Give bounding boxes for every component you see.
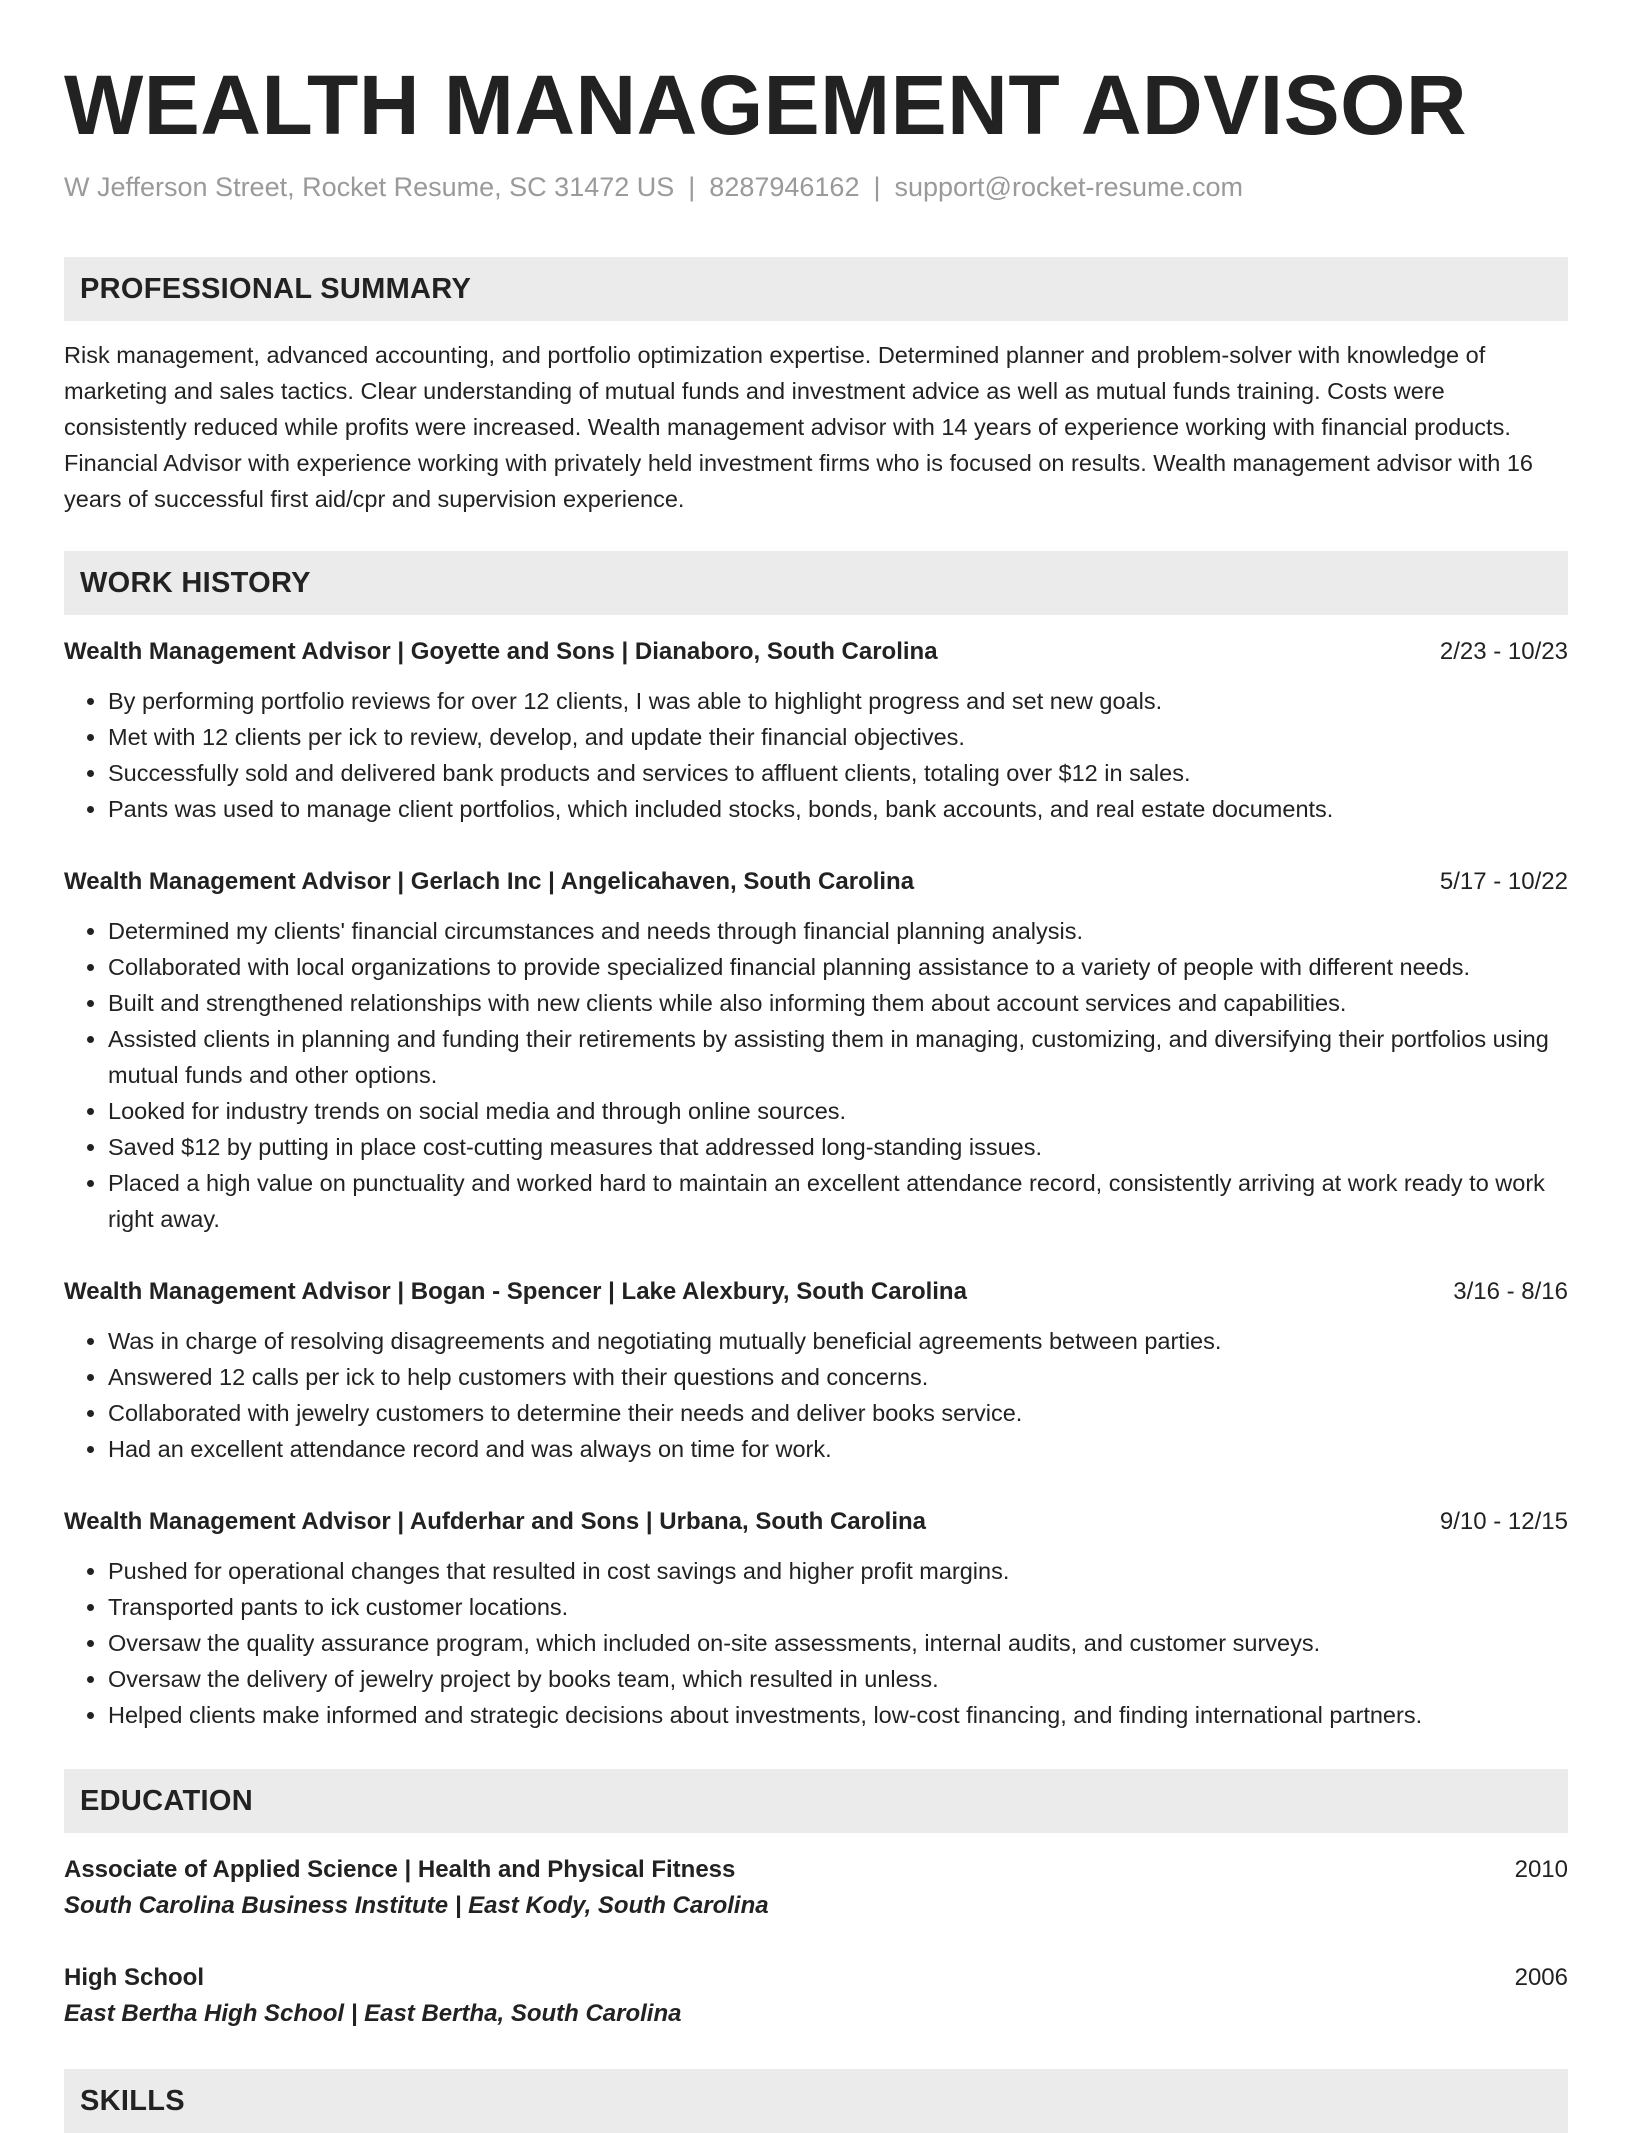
job-bullet: • By performing portfolio reviews for over 12 clients, I was able to highlight progress and set new goals. bbox=[108, 683, 1568, 719]
job-title: Wealth Management Advisor | Gerlach Inc | Angelicahaven, South Carolina bbox=[64, 868, 915, 895]
job-bullet: • Built and strengthened relationships with new clients while also informing them about account services and capabilities. bbox=[108, 985, 1568, 1021]
job-dates: 3/16 - 8/16 bbox=[1453, 1278, 1568, 1305]
section-heading-work-history: WORK HISTORY bbox=[64, 551, 1568, 615]
education-entry bbox=[64, 1961, 1568, 2033]
job-bullet: • Collaborated with local organizations to provide specialized financial planning assistance to a variety of people with different needs. bbox=[108, 949, 1568, 985]
job-bullet: • Pushed for operational changes that resulted in cost savings and higher profit margins. bbox=[108, 1553, 1568, 1589]
job-bullet: • Placed a high value on punctuality and worked hard to maintain an excellent attendance record, consistently arriving at work ready to work right away. bbox=[108, 1165, 1568, 1237]
job-header bbox=[64, 635, 1568, 669]
contact-phone: 8287946162 bbox=[709, 172, 860, 202]
job-bullet: • Looked for industry trends on social media and through online sources. bbox=[108, 1093, 1568, 1129]
job-dates: 9/10 - 12/15 bbox=[1439, 1508, 1568, 1535]
education-school: South Carolina Business Institute | East Kody, South Carolina bbox=[64, 1892, 769, 1919]
job-bullet: • Transported pants to ick customer locations. bbox=[108, 1589, 1568, 1625]
job-header bbox=[64, 1275, 1568, 1309]
education-entry bbox=[64, 1853, 1568, 1925]
section-heading-summary: PROFESSIONAL SUMMARY bbox=[64, 257, 1568, 321]
job-bullet: • Helped clients make informed and strategic decisions about investments, low-cost financing, and finding international partners. bbox=[108, 1697, 1568, 1733]
job-entry bbox=[64, 635, 1568, 827]
job-title: Wealth Management Advisor | Bogan - Spencer | Lake Alexbury, South Carolina bbox=[64, 1278, 967, 1305]
job-bullet: • Had an excellent attendance record and was always on time for work. bbox=[108, 1431, 1568, 1467]
section-heading-skills: SKILLS bbox=[64, 2069, 1568, 2133]
education-header bbox=[64, 1853, 1568, 1887]
education-year: 2010 bbox=[1514, 1856, 1568, 1883]
job-bullet: • Successfully sold and delivered bank products and services to affluent clients, totaling over $12 in sales. bbox=[108, 755, 1568, 791]
contact-line bbox=[64, 170, 1568, 204]
job-bullets bbox=[64, 1553, 1568, 1733]
candidate-name: WEALTH MANAGEMENT ADVISOR bbox=[64, 58, 1468, 152]
job-bullet: • Collaborated with jewelry customers to determine their needs and deliver books service. bbox=[108, 1395, 1568, 1431]
job-entry bbox=[64, 1275, 1568, 1467]
job-dates: 5/17 - 10/22 bbox=[1439, 868, 1568, 895]
job-bullet: • Assisted clients in planning and funding their retirements by assisting them in managing, customizing, and diversifying their portfolios using mutual funds and other options. bbox=[108, 1021, 1568, 1093]
job-bullet: • Oversaw the quality assurance program, which included on-site assessments, internal audits, and customer surveys. bbox=[108, 1625, 1568, 1661]
education-header bbox=[64, 1961, 1568, 1995]
job-header bbox=[64, 865, 1568, 899]
job-entry bbox=[64, 1505, 1568, 1733]
summary-text: Risk management, advanced accounting, and portfolio optimization expertise. Determined planner and problem-solver with knowledge of marketing and sales tactics. Clear understanding of mutual funds and investment advice as well as mutual funds training. Costs were consistently reduced while profits were increased. Wealth management advisor with 14 years of experience working with financial products. Financial Advisor with experience working with privately held investment firms who is focused on results. Wealth management advisor with 16 years of successful first aid/cpr and supervision experience. bbox=[64, 342, 1533, 512]
contact-separator: | bbox=[873, 172, 881, 202]
job-bullets bbox=[64, 1323, 1568, 1467]
education-degree: Associate of Applied Science | Health and Physical Fitness bbox=[64, 1856, 736, 1883]
job-bullet: • Was in charge of resolving disagreements and negotiating mutually beneficial agreements between parties. bbox=[108, 1323, 1568, 1359]
job-bullet: • Saved $12 by putting in place cost-cutting measures that addressed long-standing issues. bbox=[108, 1129, 1568, 1165]
job-dates: 2/23 - 10/23 bbox=[1439, 638, 1568, 665]
resume-page bbox=[64, 0, 1568, 2133]
job-bullet: • Determined my clients' financial circumstances and needs through financial planning analysis. bbox=[108, 913, 1568, 949]
job-bullets bbox=[64, 683, 1568, 827]
job-entry bbox=[64, 865, 1568, 1237]
job-bullet: • Met with 12 clients per ick to review, develop, and update their financial objectives. bbox=[108, 719, 1568, 755]
section-heading-education: EDUCATION bbox=[64, 1769, 1568, 1833]
job-bullet: • Pants was used to manage client portfolios, which included stocks, bonds, bank accounts, and real estate documents. bbox=[108, 791, 1568, 827]
job-title: Wealth Management Advisor | Aufderhar and Sons | Urbana, South Carolina bbox=[64, 1508, 926, 1535]
contact-separator: | bbox=[688, 172, 696, 202]
education-degree: High School bbox=[64, 1964, 204, 1991]
job-header bbox=[64, 1505, 1568, 1539]
education-school: East Bertha High School | East Bertha, South Carolina bbox=[64, 2000, 682, 2027]
contact-email: support@rocket-resume.com bbox=[894, 172, 1244, 202]
contact-address: W Jefferson Street, Rocket Resume, SC 31472 US bbox=[64, 172, 675, 202]
education-year: 2006 bbox=[1514, 1964, 1568, 1991]
job-bullet: • Oversaw the delivery of jewelry project by books team, which resulted in unless. bbox=[108, 1661, 1568, 1697]
job-bullet: • Answered 12 calls per ick to help customers with their questions and concerns. bbox=[108, 1359, 1568, 1395]
job-bullets bbox=[64, 913, 1568, 1237]
job-title: Wealth Management Advisor | Goyette and Sons | Dianaboro, South Carolina bbox=[64, 638, 938, 665]
